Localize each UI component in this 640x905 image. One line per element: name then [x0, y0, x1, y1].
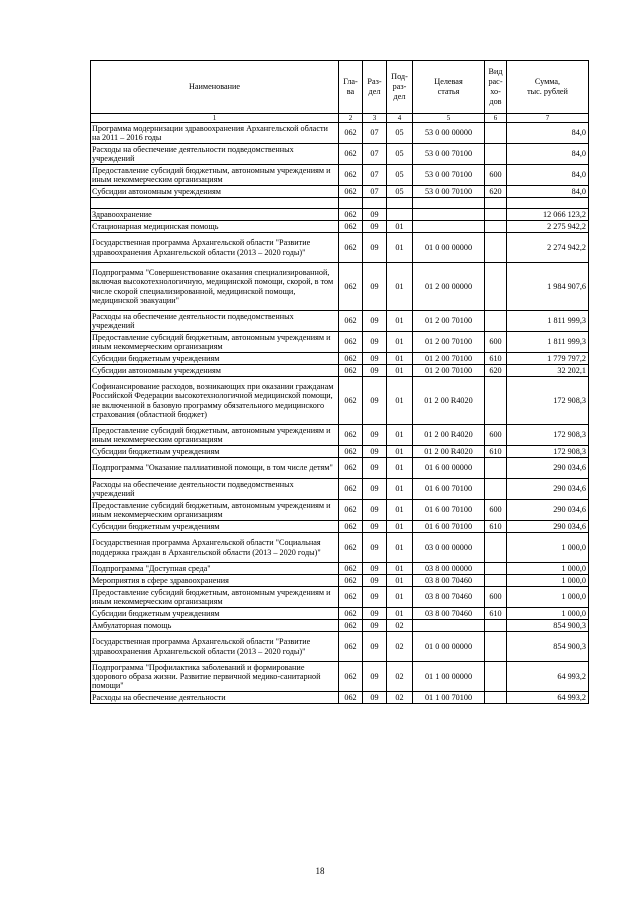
row-glava: 062	[339, 263, 363, 311]
row-podrazdel: 01	[387, 533, 413, 563]
row-podrazdel: 01	[387, 587, 413, 608]
row-target-article: 01 6 00 00000	[413, 458, 485, 479]
table-row	[91, 458, 589, 479]
row-target-article: 53 0 00 70100	[413, 144, 485, 165]
row-target-article: 01 2 00 R4020	[413, 377, 485, 425]
table-body	[91, 123, 589, 704]
row-podrazdel: 05	[387, 144, 413, 165]
row-razdel: 09	[363, 500, 387, 521]
table-row	[91, 587, 589, 608]
row-name: Мероприятия в сфере здравоохранения	[91, 575, 339, 587]
table-header-row	[91, 61, 589, 114]
row-target-article: 01 2 00 00000	[413, 263, 485, 311]
row-razdel: 09	[363, 263, 387, 311]
row-glava: 062	[339, 533, 363, 563]
row-name: Предоставление субсидий бюджетным, автономным учреждениям и иным некоммерческим организациям	[91, 425, 339, 446]
column-number: 5	[413, 114, 485, 123]
row-expense-type	[485, 692, 507, 704]
row-name: Субсидии бюджетным учреждениям	[91, 353, 339, 365]
row-glava	[339, 198, 363, 209]
row-expense-type	[485, 575, 507, 587]
column-number-row	[91, 114, 589, 123]
header-podrazdel-text: Под- раз- дел	[391, 72, 408, 101]
table-spacer-row	[91, 198, 589, 209]
row-amount: 64 993,2	[507, 692, 589, 704]
row-glava: 062	[339, 221, 363, 233]
header-razdel-text: Раз- дел	[367, 77, 382, 96]
row-podrazdel: 01	[387, 353, 413, 365]
row-name: Предоставление субсидий бюджетным, автономным учреждениям и иным некоммерческим организациям	[91, 587, 339, 608]
row-razdel: 09	[363, 377, 387, 425]
row-name: Амбулаторная помощь	[91, 620, 339, 632]
row-amount: 32 202,1	[507, 365, 589, 377]
row-expense-type: 600	[485, 500, 507, 521]
row-name: Подпрограмма "Совершенствование оказания специализированной, включая высокотехнологичную, медицинской помощи, скорой, в том числе скорой специализированной, медицинской помощи, медицинской эвакуации"	[91, 263, 339, 311]
page-number: 18	[315, 866, 325, 876]
row-glava: 062	[339, 620, 363, 632]
row-target-article: 03 8 00 70460	[413, 608, 485, 620]
row-name: Расходы на обеспечение деятельности подведомственных учреждений	[91, 311, 339, 332]
row-amount: 84,0	[507, 186, 589, 198]
row-name: Подпрограмма "Оказание паллиативной помощи, в том числе детям"	[91, 458, 339, 479]
row-podrazdel: 05	[387, 165, 413, 186]
row-expense-type	[485, 662, 507, 692]
budget-table-sheet	[90, 60, 588, 704]
row-glava: 062	[339, 587, 363, 608]
row-name: Субсидии бюджетным учреждениям	[91, 608, 339, 620]
row-razdel: 09	[363, 533, 387, 563]
row-expense-type	[485, 533, 507, 563]
row-expense-type: 610	[485, 446, 507, 458]
row-glava: 062	[339, 458, 363, 479]
table-row	[91, 563, 589, 575]
row-podrazdel: 02	[387, 692, 413, 704]
row-razdel: 09	[363, 365, 387, 377]
row-glava: 062	[339, 332, 363, 353]
row-amount: 1 000,0	[507, 533, 589, 563]
row-podrazdel: 02	[387, 620, 413, 632]
row-name: Предоставление субсидий бюджетным, автономным учреждениям и иным некоммерческим организациям	[91, 500, 339, 521]
row-razdel: 09	[363, 209, 387, 221]
table-row	[91, 575, 589, 587]
row-amount: 84,0	[507, 123, 589, 144]
row-name: Расходы на обеспечение деятельности подведомственных учреждений	[91, 479, 339, 500]
row-razdel: 09	[363, 692, 387, 704]
header-summa-text: Сумма, тыс. рублей	[527, 77, 568, 96]
row-razdel: 09	[363, 332, 387, 353]
table-row	[91, 632, 589, 662]
row-podrazdel: 01	[387, 377, 413, 425]
row-amount	[507, 198, 589, 209]
row-expense-type	[485, 144, 507, 165]
row-name: Государственная программа Архангельской области "Социальная поддержка граждан в Архангельской области (2013 – 2020 годы)"	[91, 533, 339, 563]
row-amount: 12 066 123,2	[507, 209, 589, 221]
row-expense-type: 610	[485, 608, 507, 620]
table-row	[91, 353, 589, 365]
column-number: 3	[363, 114, 387, 123]
row-podrazdel: 05	[387, 186, 413, 198]
row-target-article	[413, 209, 485, 221]
row-name: Государственная программа Архангельской области "Развитие здравоохранения Архангельской области (2013 – 2020 годы)"	[91, 233, 339, 263]
row-target-article: 01 6 00 70100	[413, 479, 485, 500]
row-amount: 64 993,2	[507, 662, 589, 692]
row-target-article: 01 2 00 R4020	[413, 446, 485, 458]
table-row	[91, 233, 589, 263]
table-row	[91, 500, 589, 521]
row-amount: 854 900,3	[507, 632, 589, 662]
row-amount: 2 275 942,2	[507, 221, 589, 233]
row-amount: 84,0	[507, 165, 589, 186]
row-expense-type	[485, 123, 507, 144]
row-podrazdel: 01	[387, 332, 413, 353]
row-razdel: 07	[363, 186, 387, 198]
row-name: Подпрограмма "Профилактика заболеваний и формирование здорового образа жизни. Развитие первичной медико-санитарной помощи"	[91, 662, 339, 692]
row-expense-type: 600	[485, 165, 507, 186]
row-expense-type: 600	[485, 425, 507, 446]
row-name: Программа модернизации здравоохранения Архангельской области на 2011 – 2016 годы	[91, 123, 339, 144]
row-podrazdel: 01	[387, 458, 413, 479]
row-glava: 062	[339, 500, 363, 521]
row-target-article: 01 2 00 70100	[413, 353, 485, 365]
row-amount: 290 034,6	[507, 521, 589, 533]
row-amount: 172 908,3	[507, 377, 589, 425]
header-name: Наименование	[91, 61, 339, 114]
header-razdel	[363, 61, 387, 114]
row-expense-type: 600	[485, 332, 507, 353]
table-row	[91, 662, 589, 692]
row-expense-type	[485, 263, 507, 311]
table-row	[91, 263, 589, 311]
row-target-article: 01 6 00 70100	[413, 521, 485, 533]
row-amount: 1 000,0	[507, 575, 589, 587]
row-target-article: 01 2 00 70100	[413, 311, 485, 332]
row-target-article: 01 0 00 00000	[413, 233, 485, 263]
table-row	[91, 311, 589, 332]
table-row	[91, 165, 589, 186]
row-name	[91, 198, 339, 209]
row-glava: 062	[339, 608, 363, 620]
row-target-article: 53 0 00 70100	[413, 186, 485, 198]
table-row	[91, 692, 589, 704]
table-row	[91, 620, 589, 632]
row-expense-type: 610	[485, 521, 507, 533]
row-expense-type	[485, 479, 507, 500]
row-amount: 84,0	[507, 144, 589, 165]
row-glava: 062	[339, 186, 363, 198]
row-glava: 062	[339, 575, 363, 587]
row-name: Подпрограмма "Доступная среда"	[91, 563, 339, 575]
table-row	[91, 479, 589, 500]
header-vid	[485, 61, 507, 114]
row-podrazdel: 01	[387, 311, 413, 332]
row-name: Субсидии бюджетным учреждениям	[91, 521, 339, 533]
row-name: Государственная программа Архангельской области "Развитие здравоохранения Архангельской области (2013 – 2020 годы)"	[91, 632, 339, 662]
table-row	[91, 425, 589, 446]
row-target-article: 01 1 00 00000	[413, 662, 485, 692]
row-razdel: 09	[363, 563, 387, 575]
row-razdel: 09	[363, 353, 387, 365]
column-number: 7	[507, 114, 589, 123]
table-row	[91, 144, 589, 165]
table-row	[91, 221, 589, 233]
row-glava: 062	[339, 632, 363, 662]
row-target-article: 53 0 00 70100	[413, 165, 485, 186]
row-razdel: 09	[363, 632, 387, 662]
row-amount: 290 034,6	[507, 479, 589, 500]
row-name: Софинансирование расходов, возникающих при оказании гражданам Российской Федерации высокотехнологичной медицинской помощи, не включенной в базовую программу обязательного медицинского страхования (областной бюджет)	[91, 377, 339, 425]
table-row	[91, 186, 589, 198]
row-expense-type: 600	[485, 587, 507, 608]
row-amount: 172 908,3	[507, 425, 589, 446]
header-glava-text: Гла- ва	[343, 77, 358, 96]
row-name: Стационарная медицинская помощь	[91, 221, 339, 233]
row-razdel: 09	[363, 233, 387, 263]
row-razdel: 09	[363, 521, 387, 533]
row-podrazdel: 02	[387, 632, 413, 662]
row-target-article: 03 8 00 00000	[413, 563, 485, 575]
row-razdel: 09	[363, 587, 387, 608]
row-podrazdel: 01	[387, 446, 413, 458]
row-podrazdel: 01	[387, 575, 413, 587]
row-razdel: 09	[363, 662, 387, 692]
row-razdel: 07	[363, 123, 387, 144]
header-glava	[339, 61, 363, 114]
row-target-article: 03 0 00 00000	[413, 533, 485, 563]
row-expense-type	[485, 620, 507, 632]
row-target-article	[413, 620, 485, 632]
header-statya-text: Целевая статья	[434, 77, 463, 96]
row-glava: 062	[339, 144, 363, 165]
row-target-article: 03 8 00 70460	[413, 575, 485, 587]
row-amount: 1 811 999,3	[507, 311, 589, 332]
table-row	[91, 446, 589, 458]
row-amount: 1 000,0	[507, 587, 589, 608]
row-amount: 1 000,0	[507, 563, 589, 575]
row-expense-type	[485, 198, 507, 209]
row-glava: 062	[339, 662, 363, 692]
row-podrazdel	[387, 209, 413, 221]
row-target-article: 03 8 00 70460	[413, 587, 485, 608]
row-expense-type	[485, 563, 507, 575]
table-row	[91, 521, 589, 533]
row-glava: 062	[339, 353, 363, 365]
row-target-article: 01 0 00 00000	[413, 632, 485, 662]
row-expense-type: 620	[485, 365, 507, 377]
row-razdel: 09	[363, 221, 387, 233]
row-expense-type	[485, 458, 507, 479]
row-name: Здравоохранение	[91, 209, 339, 221]
header-podrazdel	[387, 61, 413, 114]
row-razdel: 09	[363, 311, 387, 332]
row-target-article: 01 6 00 70100	[413, 500, 485, 521]
table-row	[91, 608, 589, 620]
row-podrazdel: 01	[387, 263, 413, 311]
row-glava: 062	[339, 521, 363, 533]
row-expense-type	[485, 377, 507, 425]
row-amount: 172 908,3	[507, 446, 589, 458]
row-amount: 1 779 797,2	[507, 353, 589, 365]
row-razdel: 09	[363, 446, 387, 458]
row-podrazdel: 01	[387, 521, 413, 533]
row-glava: 062	[339, 365, 363, 377]
row-expense-type	[485, 311, 507, 332]
row-name: Расходы на обеспечение деятельности	[91, 692, 339, 704]
row-amount: 290 034,6	[507, 500, 589, 521]
row-name: Субсидии автономным учреждениям	[91, 186, 339, 198]
row-name: Предоставление субсидий бюджетным, автономным учреждениям и иным некоммерческим организациям	[91, 165, 339, 186]
header-statya	[413, 61, 485, 114]
row-amount: 1 811 999,3	[507, 332, 589, 353]
table-row	[91, 533, 589, 563]
row-podrazdel: 01	[387, 365, 413, 377]
row-razdel: 09	[363, 458, 387, 479]
row-glava: 062	[339, 233, 363, 263]
row-podrazdel: 01	[387, 479, 413, 500]
row-glava: 062	[339, 123, 363, 144]
row-target-article	[413, 198, 485, 209]
row-name: Субсидии автономным учреждениям	[91, 365, 339, 377]
row-name: Расходы на обеспечение деятельности подведомственных учреждений	[91, 144, 339, 165]
column-number: 4	[387, 114, 413, 123]
budget-table	[90, 60, 589, 704]
row-target-article: 01 2 00 R4020	[413, 425, 485, 446]
table-row	[91, 377, 589, 425]
row-target-article: 01 2 00 70100	[413, 365, 485, 377]
column-number: 1	[91, 114, 339, 123]
row-target-article: 01 2 00 70100	[413, 332, 485, 353]
row-podrazdel: 01	[387, 608, 413, 620]
row-glava: 062	[339, 165, 363, 186]
row-glava: 062	[339, 377, 363, 425]
row-razdel: 07	[363, 165, 387, 186]
row-target-article: 01 1 00 70100	[413, 692, 485, 704]
table-row	[91, 365, 589, 377]
row-amount: 2 274 942,2	[507, 233, 589, 263]
row-target-article: 53 0 00 00000	[413, 123, 485, 144]
row-podrazdel: 02	[387, 662, 413, 692]
row-expense-type	[485, 209, 507, 221]
row-amount: 290 034,6	[507, 458, 589, 479]
row-podrazdel: 05	[387, 123, 413, 144]
row-expense-type: 610	[485, 353, 507, 365]
row-target-article	[413, 221, 485, 233]
header-summa	[507, 61, 589, 114]
row-name: Субсидии бюджетным учреждениям	[91, 446, 339, 458]
row-razdel: 09	[363, 479, 387, 500]
row-glava: 062	[339, 446, 363, 458]
row-razdel: 09	[363, 608, 387, 620]
row-podrazdel: 01	[387, 563, 413, 575]
row-glava: 062	[339, 209, 363, 221]
table-row	[91, 332, 589, 353]
table-row	[91, 209, 589, 221]
row-razdel	[363, 198, 387, 209]
row-amount: 1 984 907,6	[507, 263, 589, 311]
row-expense-type	[485, 632, 507, 662]
row-podrazdel: 01	[387, 425, 413, 446]
row-glava: 062	[339, 479, 363, 500]
row-expense-type	[485, 233, 507, 263]
row-razdel: 09	[363, 620, 387, 632]
row-amount: 1 000,0	[507, 608, 589, 620]
row-name: Предоставление субсидий бюджетным, автономным учреждениям и иным некоммерческим организациям	[91, 332, 339, 353]
row-expense-type: 620	[485, 186, 507, 198]
row-expense-type	[485, 221, 507, 233]
row-podrazdel	[387, 198, 413, 209]
row-podrazdel: 01	[387, 500, 413, 521]
table-row	[91, 123, 589, 144]
column-number: 2	[339, 114, 363, 123]
row-amount: 854 900,3	[507, 620, 589, 632]
row-glava: 062	[339, 692, 363, 704]
row-podrazdel: 01	[387, 233, 413, 263]
row-glava: 062	[339, 425, 363, 446]
row-razdel: 09	[363, 425, 387, 446]
row-glava: 062	[339, 311, 363, 332]
row-razdel: 07	[363, 144, 387, 165]
row-razdel: 09	[363, 575, 387, 587]
header-vid-text: Вид рас- хо- дов	[488, 67, 503, 106]
row-podrazdel: 01	[387, 221, 413, 233]
row-glava: 062	[339, 563, 363, 575]
column-number: 6	[485, 114, 507, 123]
